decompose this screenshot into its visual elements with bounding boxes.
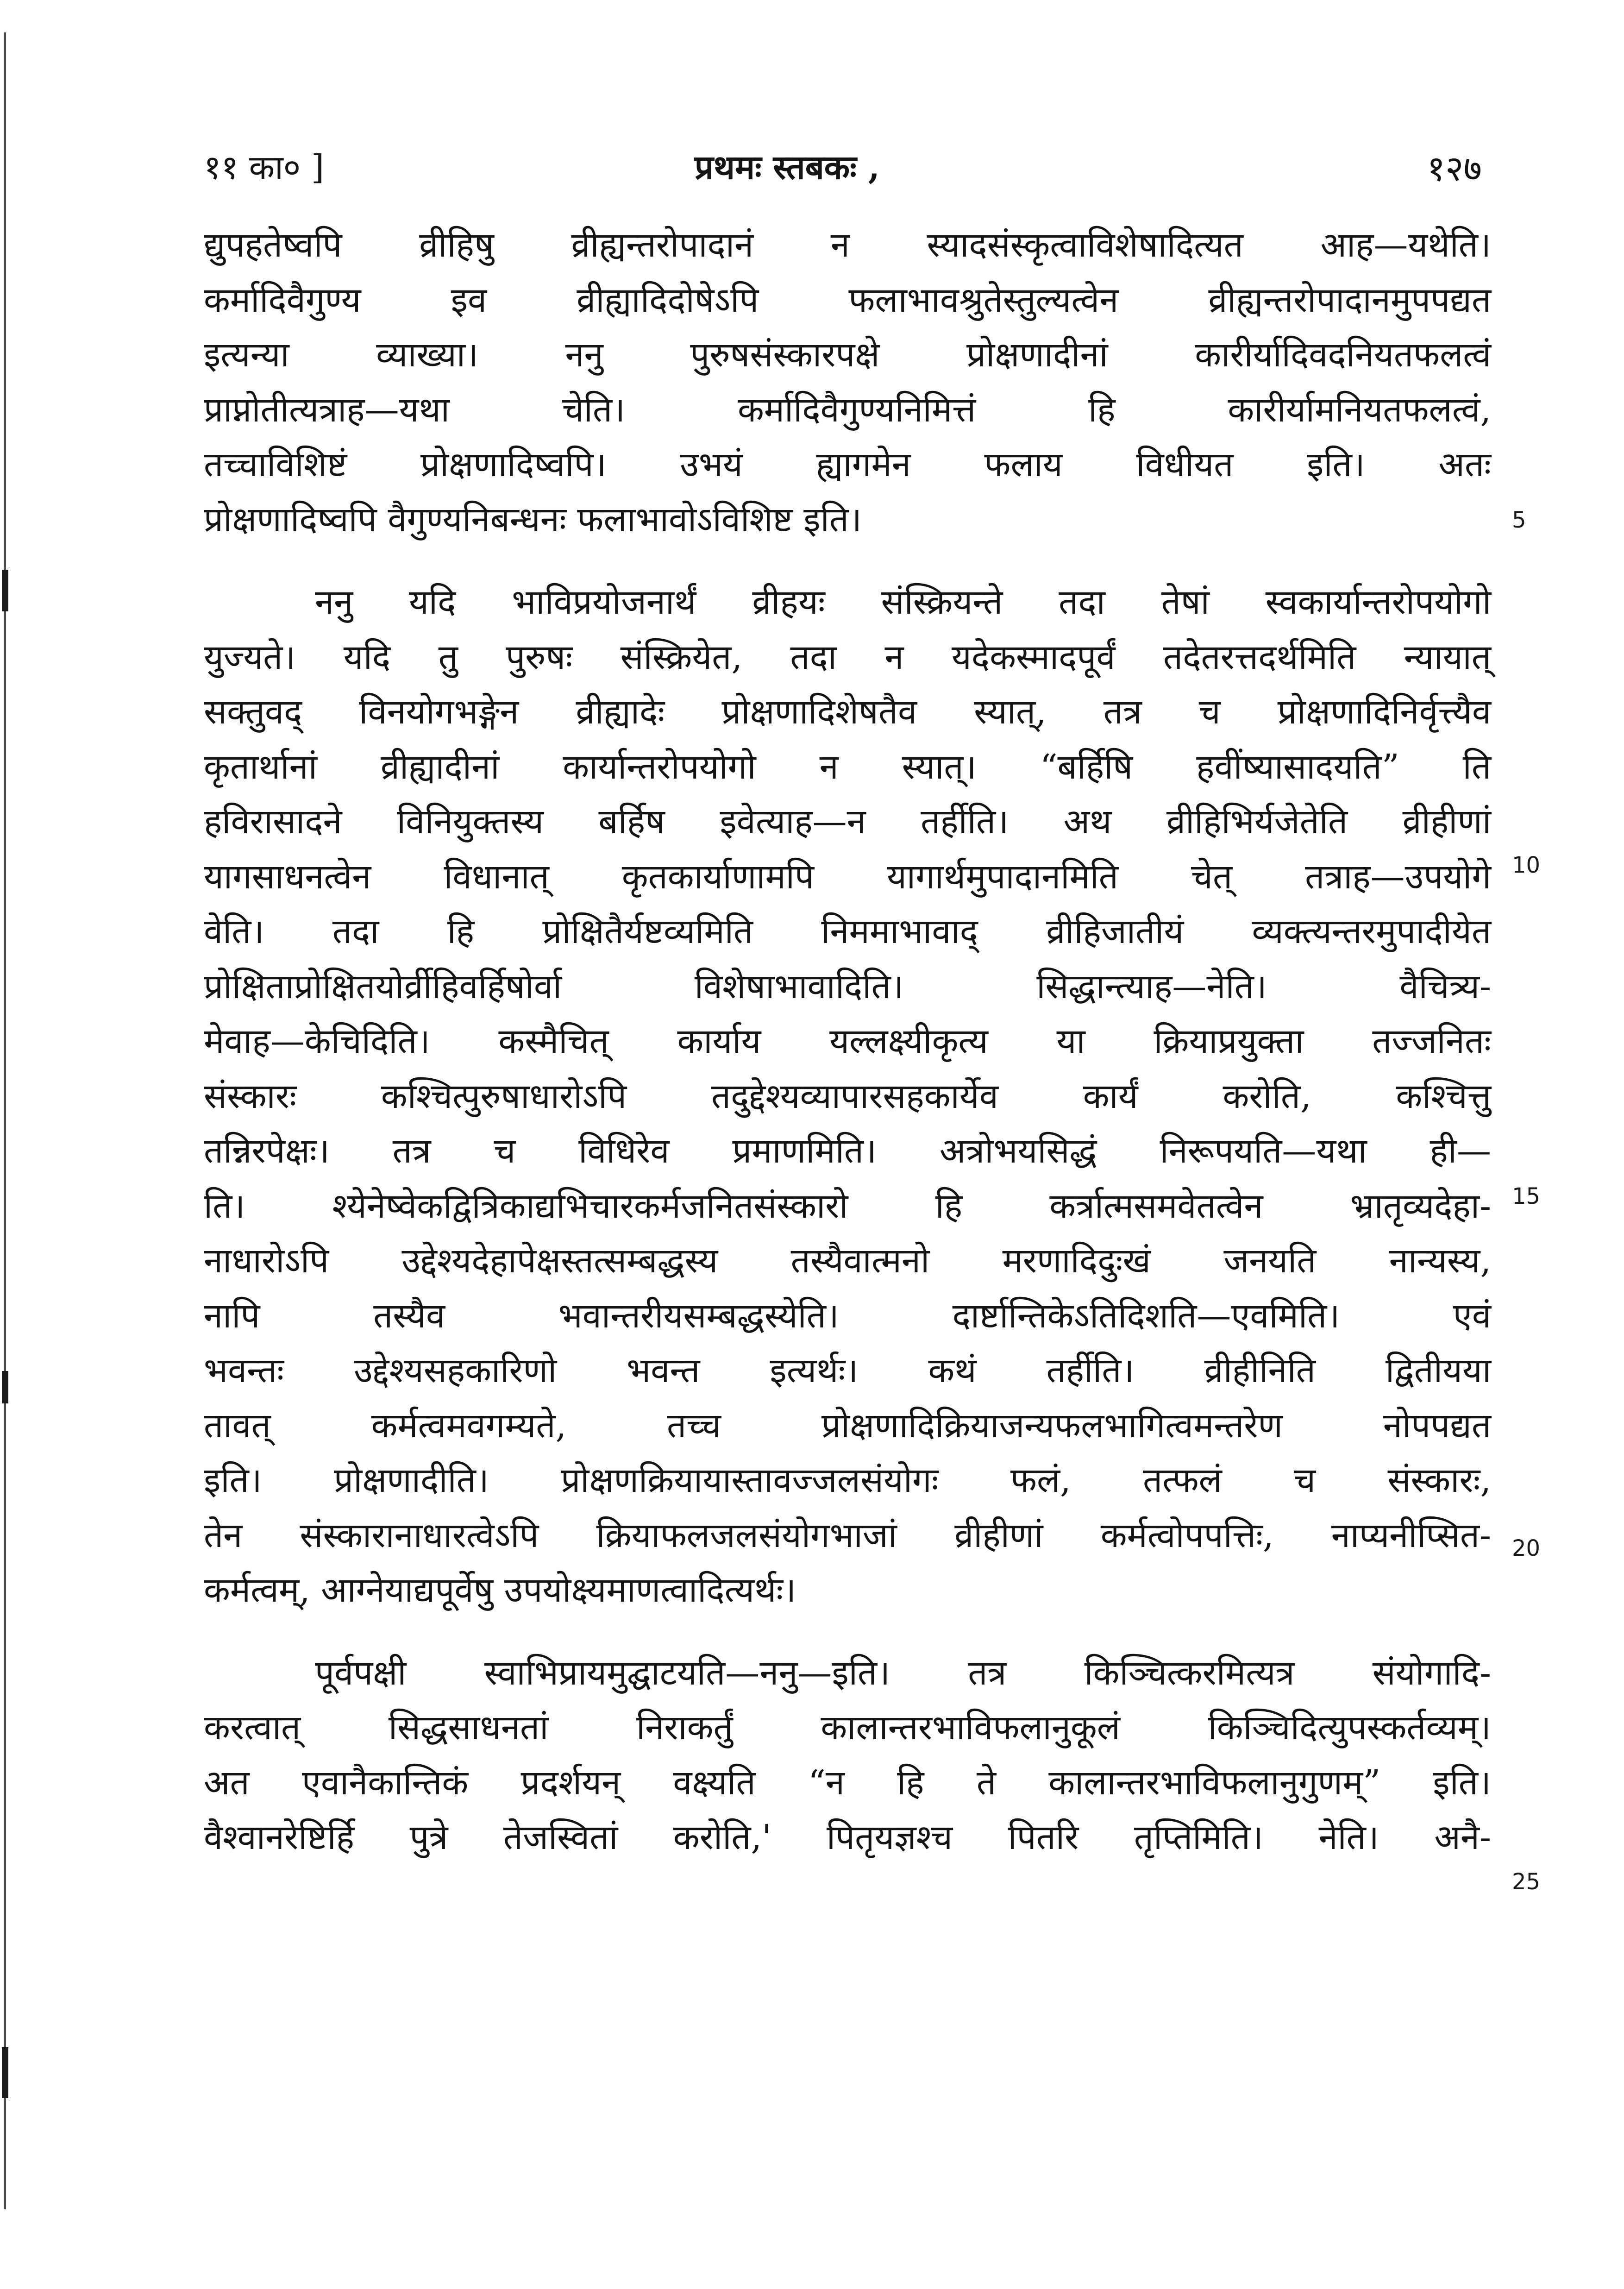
text-line: यागसाधनत्वेन विधानात् कृतकार्याणामपि यागार्थमुपादानमिति चेत् तत्राह—उपयोगे: [204, 856, 1491, 897]
text-line: भवन्तः उद्देश्यसहकारिणो भवन्त इत्यर्थः। कथं तर्हीति। व्रीहीनिति द्वितीयया: [204, 1351, 1491, 1390]
scan-edge-mark: [2, 570, 8, 611]
text-line: वैश्वानरेष्टिर्हि पुत्रे तेजस्वितां करोति,' पितृयज्ञश्च पितरि तृप्तिमिति। नेति। अनै-: [204, 1817, 1491, 1857]
scan-edge-mark: [2, 2047, 8, 2098]
text-line: मेवाह—केचिदिति। कस्मैचित् कार्याय यल्लक्ष्यीकृत्य या क्रियाप्रयुक्ता तज्जनितः: [204, 1021, 1491, 1061]
margin-line-number: 10: [1512, 852, 1541, 878]
text-line: पूर्वपक्षी स्वाभिप्रायमुद्घाटयति—ननु—इति। तत्र किञ्चित्करमित्यत्र संयोगादि-: [315, 1653, 1491, 1693]
chapter-title: प्रथमः स्तबकः ,: [695, 147, 880, 187]
text-line: तच्चाविशिष्टं प्रोक्षणादिष्वपि। उभयं ह्यागमेन फलाय विधीयत इति। अतः: [204, 445, 1491, 484]
text-line: सक्तुवद् विनयोगभङ्गेन व्रीह्यादेः प्रोक्षणादिशेषतैव स्यात्, तत्र च प्रोक्षणादिनिर्वृत्त्यैव: [204, 692, 1491, 732]
margin-line-number: 15: [1512, 1183, 1541, 1209]
text-line: नाधारोऽपि उद्देश्यदेहापेक्षस्तत्सम्बद्धस्य तस्यैवात्मनो मरणादिदुःखं जनयति नान्यस्य,: [204, 1241, 1491, 1281]
running-header: [204, 139, 1482, 195]
page-number: १२७: [1427, 148, 1482, 189]
text-line: प्राप्नोतीत्यत्राह—यथा चेति। कर्मादिवैगुण्यनिमित्तं हि कारीर्यामनियतफलत्वं,: [204, 390, 1491, 430]
text-line: तावत् कर्मत्वमवगम्यते, तच्च प्रोक्षणादिक्रियाजन्यफलभागित्वमन्तरेण नोपपद्यत: [204, 1405, 1491, 1446]
text-line: करत्वात् सिद्धसाधनतां निराकर्तुं कालान्तरभाविफलानुकूलं किञ्चिदित्युपस्कर्तव्यम्।: [204, 1708, 1491, 1748]
text-line: तेन संस्कारानाधारत्वेऽपि क्रियाफलजलसंयोगभाजां व्रीहीणां कर्मत्वोपपत्तिः, नाप्यनीप्सित-: [204, 1515, 1491, 1555]
text-line: इति। प्रोक्षणादीति। प्रोक्षणक्रियायास्तावज्जलसंयोगः फलं, तत्फलं च संस्कारः,: [204, 1460, 1491, 1500]
text-line: इत्यन्या व्याख्या। ननु पुरुषसंस्कारपक्षे प्रोक्षणादीनां कारीर्यादिवदनियतफलत्वं: [204, 335, 1491, 375]
scan-edge-line: [4, 32, 6, 2209]
text-line: वेति। तदा हि प्रोक्षितैर्यष्टव्यमिति निममाभावाद् व्रीहिजातीयं व्यक्त्यन्तरमुपादीयेत: [204, 912, 1491, 951]
margin-line-number: 25: [1512, 1869, 1541, 1895]
text-line: अत एवानैकान्तिकं प्रदर्शयन् वक्ष्यति “न हि ते कालान्तरभाविफलानुगुणम्” इति।: [204, 1762, 1491, 1803]
commentary-text: [204, 218, 1491, 1865]
text-line: प्रोक्षणादिष्वपि वैगुण्यनिबन्धनः फलाभावोऽविशिष्ट इति।: [204, 499, 862, 540]
text-line: ननु यदि भाविप्रयोजनार्थं व्रीहयः संस्क्रियन्ते तदा तेषां स्वकार्यान्तरोपयोगो: [315, 582, 1491, 622]
margin-line-number: 5: [1512, 507, 1526, 533]
section-marker: ११ का० ]: [204, 148, 325, 187]
text-line: प्रोक्षिताप्रोक्षितयोर्व्रीहिवर्हिषोर्वा विशेषाभावादिति। सिद्धान्त्याह—नेति। वैचित्र्य-: [204, 966, 1491, 1006]
text-line: नापि तस्यैव भवान्तरीयसम्बद्धस्येति। दार्ष्टान्तिकेऽतिदिशति—एवमिति। एवं: [204, 1295, 1491, 1336]
text-line: द्युपहतेष्वपि व्रीहिषु व्रीह्यन्तरोपादानं न स्यादसंस्कृत्वाविशेषादित्यत आह—यथेति।: [204, 225, 1491, 265]
text-line: कर्मादिवैगुण्य इव व्रीह्यादिदोषेऽपि फलाभावश्रुतेस्तुल्यत्वेन व्रीह्यन्तरोपादानमुपपद्यत: [204, 280, 1491, 320]
margin-line-number: 20: [1512, 1535, 1541, 1561]
text-line: कृतार्थानां व्रीह्यादीनां कार्यान्तरोपयोगो न स्यात्। “बर्हिषि हवींष्यासादयति” ति: [204, 747, 1491, 787]
text-line: कर्मत्वम्, आग्नेयाद्यपूर्वेषु उपयोक्ष्यमाणत्वादित्यर्थः।: [204, 1570, 796, 1610]
text-line: युज्यते। यदि तु पुरुषः संस्क्रियेत, तदा न यदेकस्मादपूर्वं तदेतरत्तदर्थमिति न्यायात्: [204, 637, 1491, 677]
text-line: संस्कारः कश्चित्पुरुषाधारोऽपि तदुद्देश्यव्यापारसहकार्येव कार्यं करोति, कश्चित्तु: [204, 1076, 1491, 1116]
text-line: ति। श्येनेष्वेकद्वित्रिकाद्यभिचारकर्मजनितसंस्कारो हि कर्त्रात्मसमवेतत्वेन भ्रातृव्यदेहा-: [204, 1186, 1491, 1226]
scan-edge-mark: [2, 1371, 8, 1403]
text-line: हविरासादने विनियुक्तस्य बर्हिष इवेत्याह—न तर्हीति। अथ व्रीहिभिर्यजेतेति व्रीहीणां: [204, 802, 1491, 842]
text-line: तन्निरपेक्षः। तत्र च विधिरेव प्रमाणमिति। अत्रोभयसिद्धं निरूपयति—यथा ही—: [204, 1131, 1491, 1171]
